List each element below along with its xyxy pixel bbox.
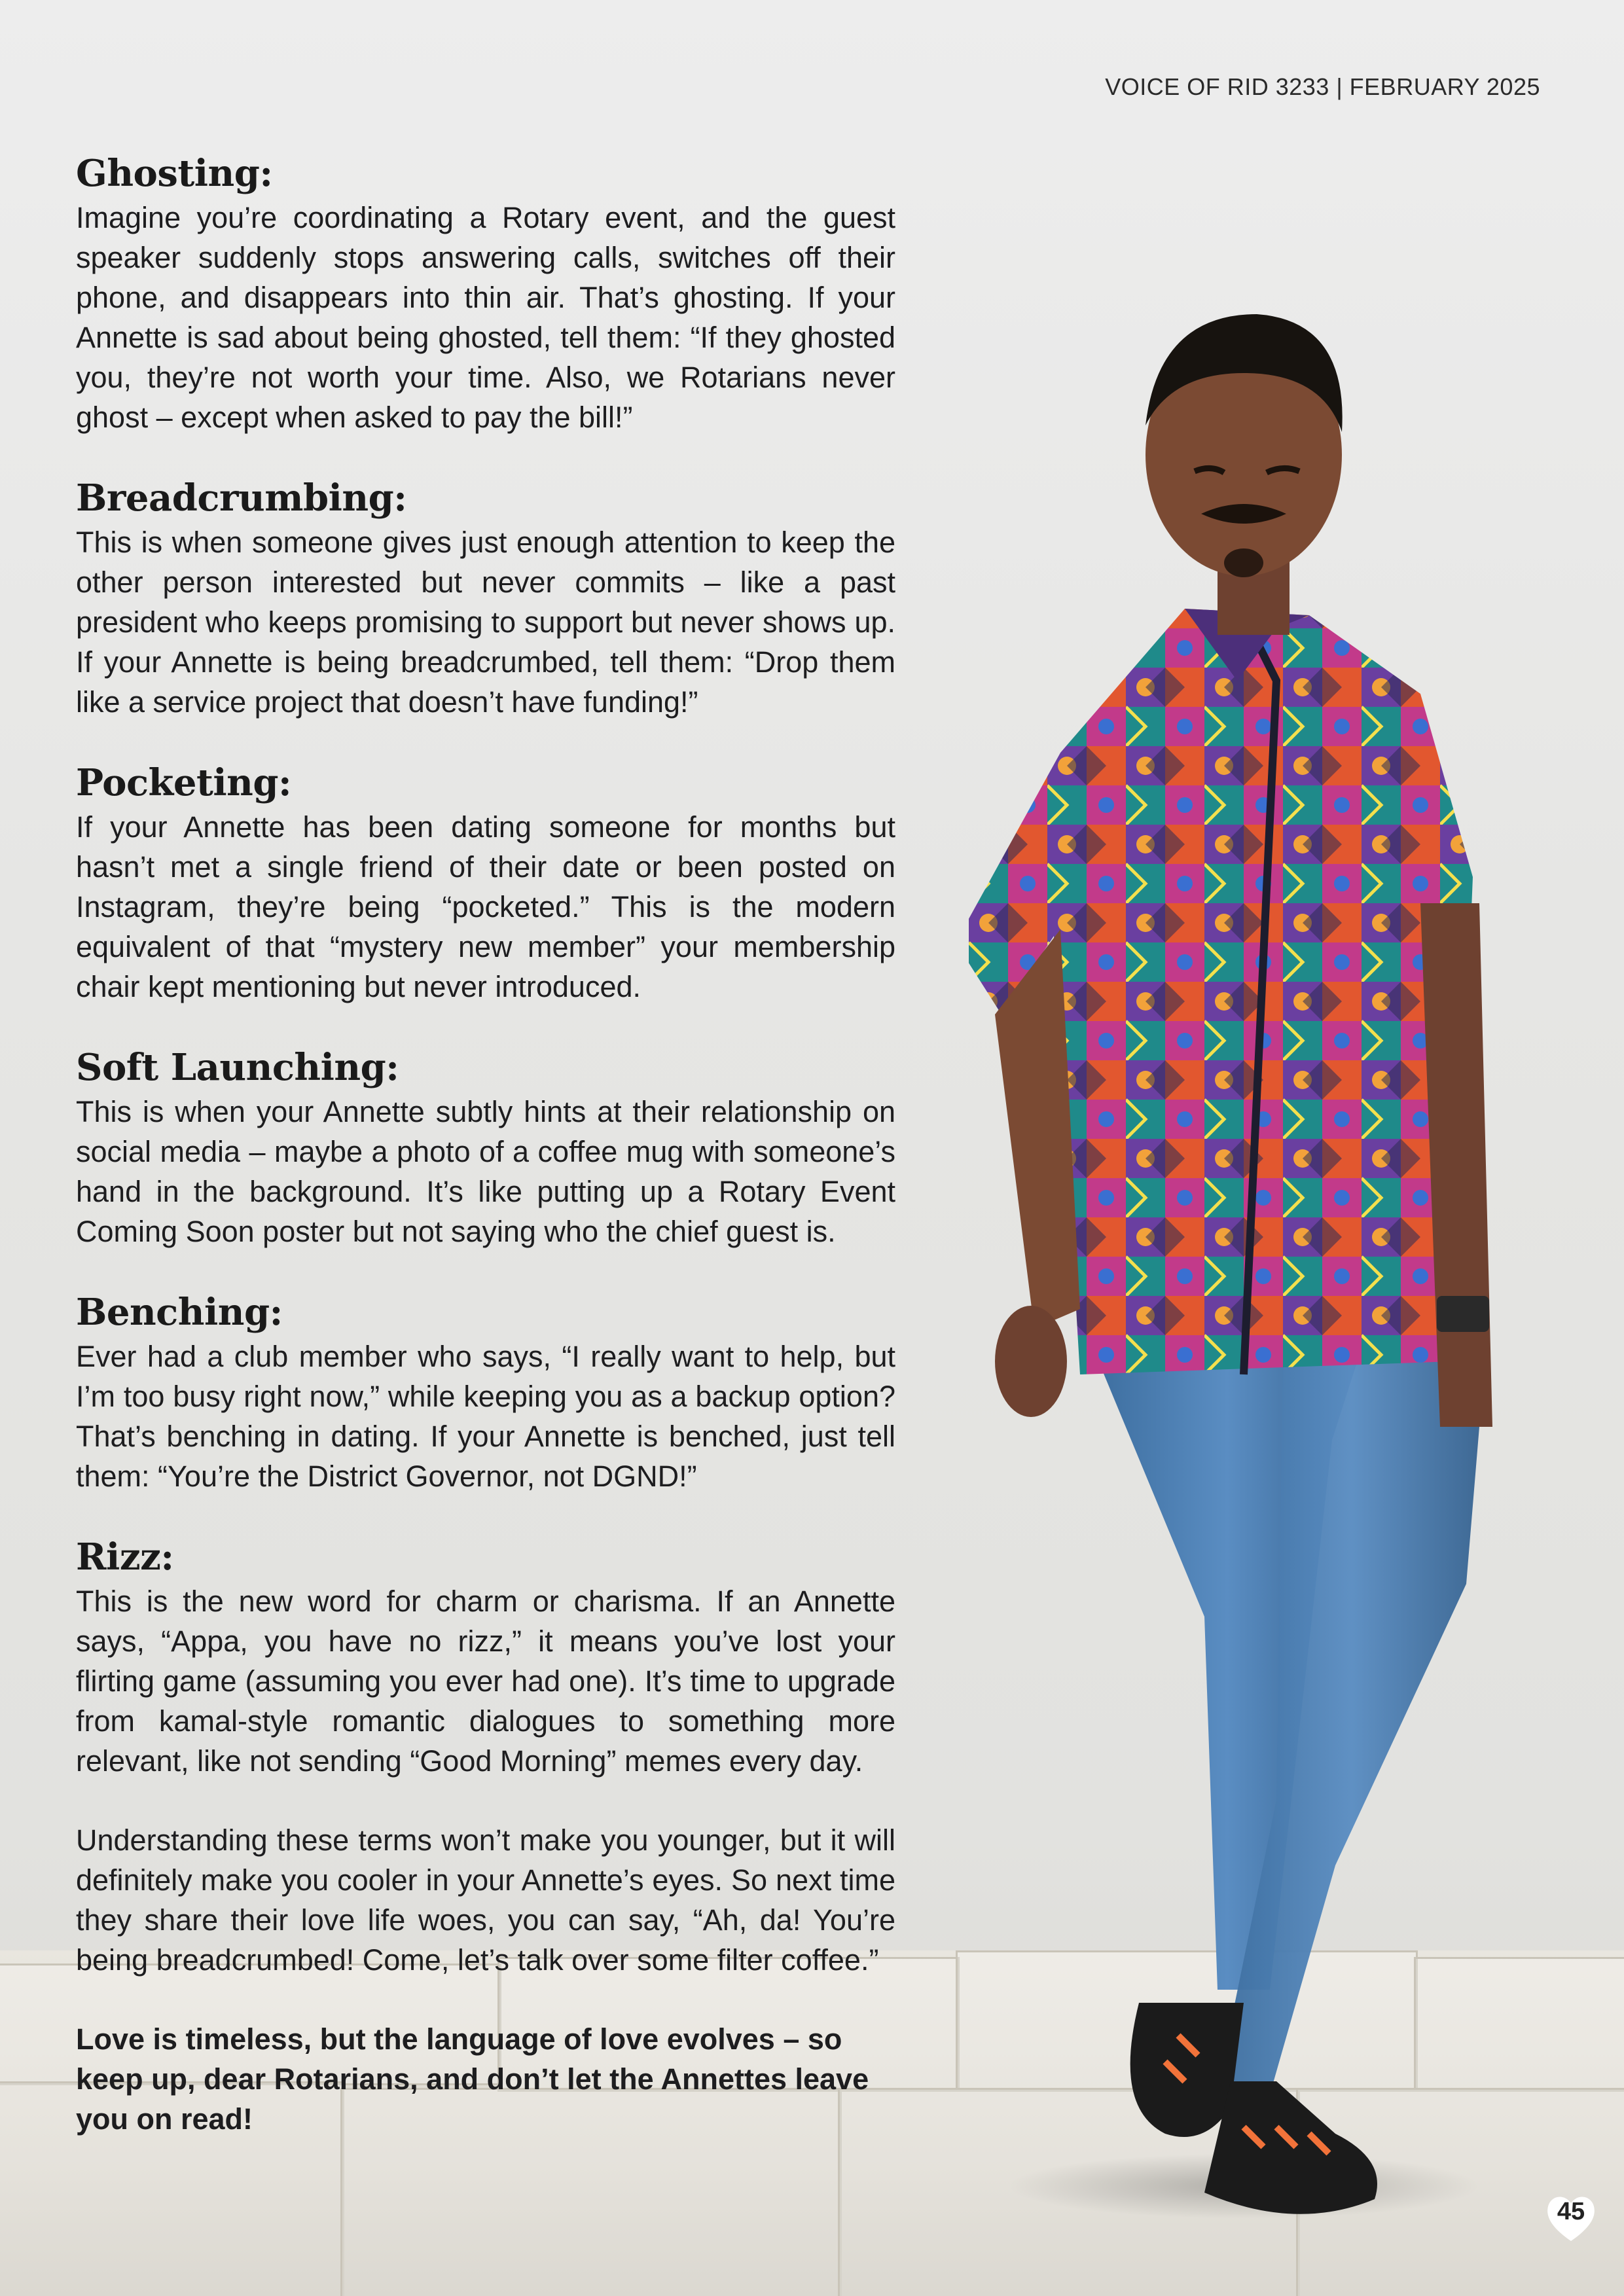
closing-paragraph: Understanding these terms won’t make you younger, but it will definitely make you cooler in your Annette’s eyes. So next time they share their love life woes, you can say, “Ah, da! You’re being breadcrumbed! Come, let’s talk over some filter coffee.”: [76, 1823, 895, 1977]
section-pocketing: [76, 761, 895, 1007]
section-body: This is when your Annette subtly hints at their relationship on social media – maybe a photo of a coffee mug with someone’s hand in the background. It’s like putting up a Rotary Event Coming Soon poster but not saying who the chief guest is.: [76, 1095, 895, 1248]
section-heading: Soft Launching:: [76, 1046, 399, 1089]
section-body: This is when someone gives just enough attention to keep the other person interested but never commits – like a past president who keeps promising to support but never shows up. If your Annette is being breadcrumbed, tell them: “Drop them like a service project that doesn’t have funding!”: [76, 526, 895, 719]
running-head: VOICE OF RID 3233 | FEBRUARY 2025: [1105, 73, 1540, 100]
section-body: If your Annette has been dating someone for months but hasn’t met a single friend of their date or been posted on Instagram, they’re being “pocketed.” This is the modern equivalent of that “mystery new member” your membership chair kept mentioning but never introduced.: [76, 810, 895, 1003]
section-heading: Ghosting:: [76, 152, 273, 195]
section-heading: Pocketing:: [76, 761, 292, 804]
section-body: Ever had a club member who says, “I really want to help, but I’m too busy right now,” while keeping you as a backup option? That’s benching in dating. If your Annette is benched, just tell them: “You’re the District Governor, not DGND!”: [76, 1340, 895, 1493]
section-heading: Rizz:: [76, 1535, 174, 1579]
section-soft-launching: [76, 1046, 895, 1251]
section-ghosting: [76, 152, 895, 437]
page-number: 45: [1557, 2198, 1585, 2225]
section-body: This is the new word for charm or charisma. If an Annette says, “Appa, you have no rizz,” it means you’ve lost your flirting game (assuming you ever had one). It’s time to upgrade from kamal-style romantic dialogues to something more relevant, like not sending “Good Morning” memes every day.: [76, 1585, 895, 1778]
closing-bold-paragraph: Love is timeless, but the language of love evolves – so keep up, dear Rotarians, and don’t let the Annettes leave you on read!: [76, 2022, 869, 2136]
page-number-badge: [1543, 2190, 1598, 2245]
article-body: [76, 152, 895, 2178]
section-heading: Benching:: [76, 1291, 283, 1334]
section-heading: Breadcrumbing:: [76, 476, 407, 520]
section-body: Imagine you’re coordinating a Rotary event, and the guest speaker suddenly stops answering calls, switches off their phone, and disappears into thin air. That’s ghosting. If your Annette is sad about being ghosted, tell them: “If they ghosted you, they’re not worth your time. Also, we Rotarians never ghost – except when asked to pay the bill!”: [76, 201, 895, 434]
section-breadcrumbing: [76, 476, 895, 722]
author-photo: [969, 275, 1624, 2238]
section-rizz: [76, 1535, 895, 1781]
section-benching: [76, 1291, 895, 1496]
